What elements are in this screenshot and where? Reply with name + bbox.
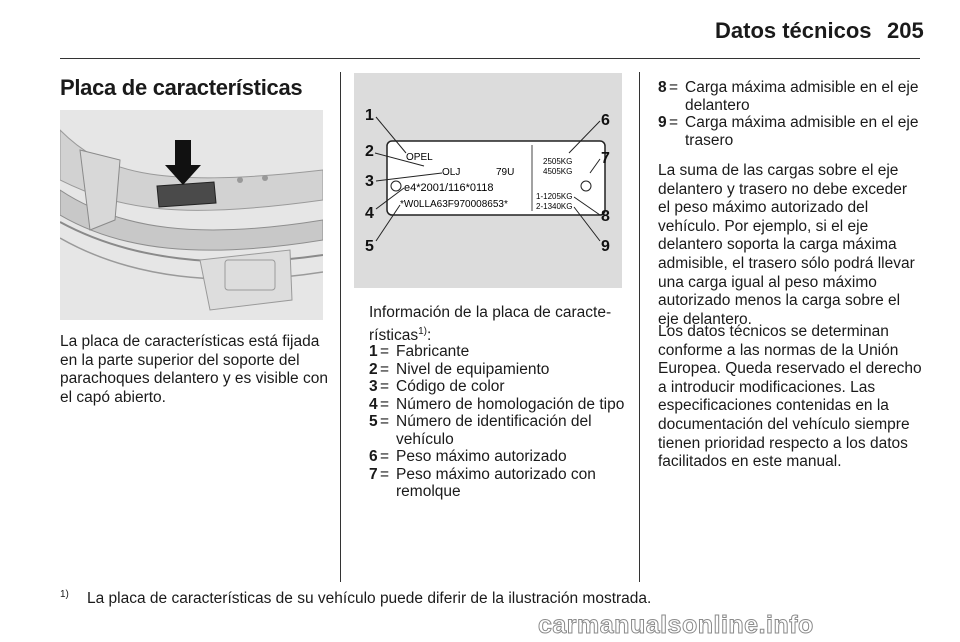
legend-text: Número de homologación de tipo: [396, 395, 625, 413]
legend-text: Carga máxima admisible en el eje trasero: [685, 114, 919, 149]
legend-item: [658, 114, 920, 149]
legend-number: 8: [658, 79, 667, 96]
callout-9: 9: [601, 238, 610, 255]
plate-caption: [369, 304, 631, 345]
legend-equals: =: [669, 79, 679, 96]
plate-homologation: e4*2001/116*0118: [404, 182, 494, 194]
legend-item: [369, 361, 629, 379]
legend-number: 9: [658, 114, 667, 131]
plate-axle1: 1-1205KG: [536, 192, 573, 201]
footnote-text: La placa de características de su vehículo puede diferir de la ilustración mostrada.: [87, 590, 652, 607]
legend-equals: =: [380, 465, 390, 483]
page-number: 205: [887, 18, 924, 43]
legend-item: [369, 413, 629, 448]
legend-equals: =: [380, 343, 390, 360]
plate-vin: *W0LLA63F970008653*: [400, 199, 508, 210]
callout-4: 4: [365, 205, 374, 222]
caption-suffix: :: [427, 326, 432, 344]
legend-equals: =: [380, 448, 390, 465]
plate-illustration: [354, 73, 622, 288]
legend-item: [369, 448, 629, 466]
plate-axle2: 2-1340KG: [536, 202, 573, 211]
legend-item: [369, 466, 629, 501]
callout-2: 2: [365, 143, 374, 160]
legend-text: Nivel de equipamiento: [396, 360, 550, 378]
legend-equals: =: [380, 413, 390, 430]
legend-equals: =: [669, 114, 679, 131]
caption-footnote-ref: 1): [418, 325, 427, 337]
legend-item: [658, 79, 920, 114]
plate-weight1: 2505KG: [543, 157, 573, 166]
legend-equals: =: [380, 360, 390, 378]
callout-3: 3: [365, 173, 374, 190]
legend-text: Código de color: [396, 378, 505, 395]
plate-location-text: La placa de características está fijada en la parte superior del soporte del parachoques delantero y es visible con el capó abierto.: [60, 333, 328, 406]
page-header-title: Datos técnicos: [715, 18, 872, 43]
plate-code1: OLJ: [442, 167, 461, 178]
legend-text: Peso máximo autorizado con remolque: [396, 465, 596, 500]
callout-5: 5: [365, 238, 374, 255]
legend-text: Carga máxima admisible en el eje delantero: [685, 79, 919, 114]
plate-weight2: 4505KG: [543, 167, 573, 176]
callout-7: 7: [601, 150, 610, 167]
legend-equals: =: [380, 395, 390, 413]
column-divider-left: [340, 72, 341, 582]
legend-number: 3: [369, 378, 378, 395]
legend-text: Fabricante: [396, 343, 470, 360]
caption-text: Información de la placa de caracte-rísticas: [369, 304, 612, 344]
plate-legend-list: [369, 343, 629, 501]
footnote-mark: 1): [60, 589, 69, 600]
plate-legend-list-continued: [658, 79, 920, 149]
header-rule: [60, 58, 920, 59]
plate-brand: OPEL: [406, 152, 433, 163]
legend-number: 6: [369, 448, 378, 465]
axle-load-paragraph: La suma de las cargas sobre el eje delantero y trasero no debe exceder el peso máximo autorizado del vehículo. Por ejemplo, si el eje delantero soporta la carga máxima admisible, el trasero sólo podrá llevar una carga igual al peso máximo autorizado menos la carga sobre el eje delantero.: [658, 162, 915, 328]
callout-8: 8: [601, 208, 610, 225]
legend-number: 7: [369, 465, 378, 483]
technical-data-paragraph: Los datos técnicos se determinan conforme a las normas de la Unión Europea. Queda reservado el derecho a introducir modificaciones. Las especificaciones contenidas en la documentación del vehículo siempre tienen prioridad respecto a los datos facilitados en este manual.: [658, 323, 922, 471]
section-title: Placa de características: [60, 75, 303, 100]
plate-code2: 79U: [496, 167, 515, 178]
legend-number: 5: [369, 413, 378, 430]
legend-number: 2: [369, 360, 378, 378]
legend-text: Número de identificación del vehículo: [396, 413, 592, 448]
legend-number: 4: [369, 395, 378, 413]
plate-location-photo: [60, 110, 323, 320]
legend-item: [369, 378, 629, 396]
callout-1: 1: [365, 107, 374, 124]
callout-6: 6: [601, 112, 610, 129]
legend-number: 1: [369, 343, 378, 360]
watermark: carmanualsonline.info: [538, 611, 814, 639]
legend-item: [369, 343, 629, 361]
column-divider-right: [639, 72, 640, 582]
legend-text: Peso máximo autorizado: [396, 448, 567, 465]
legend-item: [369, 396, 629, 414]
legend-equals: =: [380, 378, 390, 395]
